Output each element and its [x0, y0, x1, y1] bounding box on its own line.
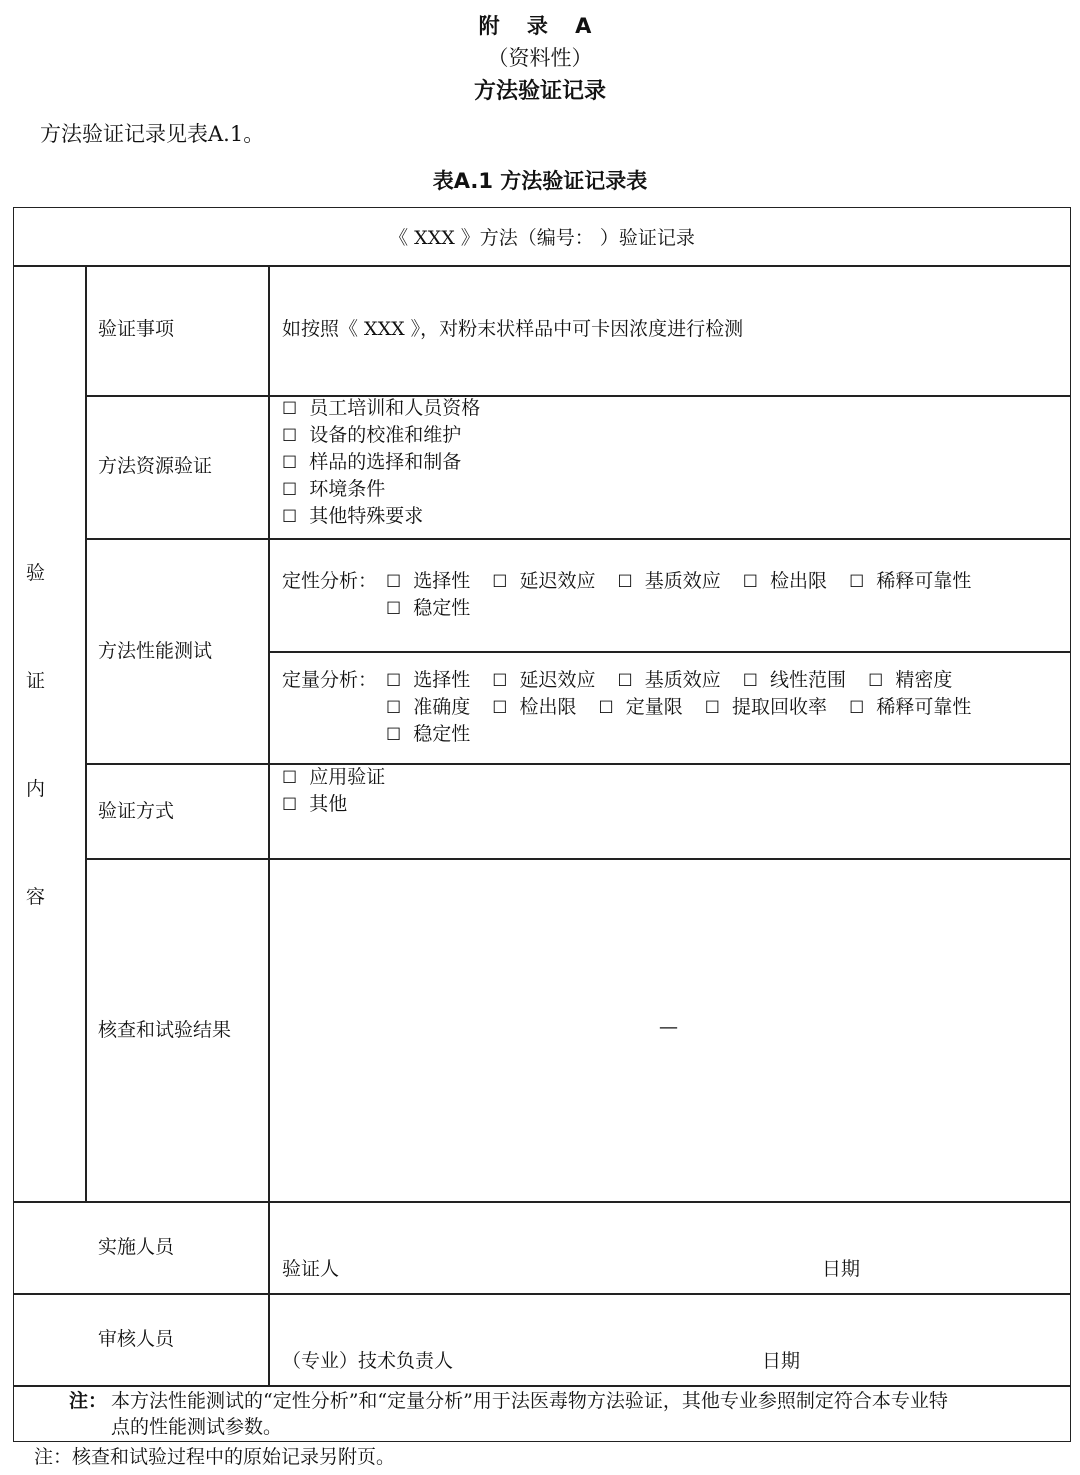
performance-option[interactable]: [618, 568, 721, 596]
verifier-label: 验证人: [282, 1258, 340, 1280]
checkbox-icon[interactable]: ☐: [282, 768, 298, 788]
checkbox-icon[interactable]: ☐: [617, 671, 633, 691]
checkbox-icon[interactable]: ☐: [704, 698, 721, 718]
quantitative-label: 定量分析：: [282, 669, 378, 691]
checkbox-icon[interactable]: ☐: [742, 572, 759, 592]
checkbox-icon[interactable]: ☐: [617, 572, 633, 592]
resource-option[interactable]: [282, 503, 423, 531]
performance-option-label: 基质效应: [644, 669, 721, 691]
method-option-label: 其他: [309, 793, 348, 815]
method-option[interactable]: [282, 764, 385, 792]
performance-option[interactable]: [849, 568, 971, 596]
resource-option-label: 其他特殊要求: [309, 505, 424, 527]
resource-option-label: 环境条件: [309, 478, 386, 500]
performance-option-label: 准确度: [413, 696, 471, 718]
performance-option-label: 检出限: [770, 570, 828, 592]
note-line-2: 点的性能测试参数。: [111, 1416, 283, 1438]
performance-option-label: 检出限: [519, 696, 577, 718]
performance-option-label: 选择性: [413, 669, 471, 691]
checkbox-icon[interactable]: ☐: [386, 698, 402, 718]
checkbox-icon[interactable]: ☐: [492, 572, 508, 592]
checkbox-icon[interactable]: ☐: [282, 426, 298, 446]
vertical-label-char: 内: [26, 778, 46, 800]
performance-option[interactable]: [599, 694, 683, 722]
appendix-title: 方法验证记录: [473, 79, 606, 104]
implementer-label: 实施人员: [98, 1236, 175, 1258]
vertical-label-char: 验: [26, 562, 46, 584]
verification-record-table: [13, 207, 1071, 1442]
footnote: 注：核查和试验过程中的原始记录另附页。: [34, 1446, 396, 1468]
method-resources-label: 方法资源验证: [98, 455, 213, 477]
checkbox-icon[interactable]: ☐: [282, 480, 298, 500]
verification-item-label: 验证事项: [98, 318, 175, 340]
performance-option[interactable]: [492, 694, 576, 722]
qualitative-options-line1: [386, 568, 993, 596]
performance-option[interactable]: [386, 721, 470, 749]
row-divider: [86, 858, 1070, 860]
qualitative-options-line2: [386, 595, 492, 623]
performance-option-label: 稀释可靠性: [876, 696, 972, 718]
table-title-row: 《 XXX 》方法（编号： ）验证记录: [389, 227, 695, 249]
performance-option[interactable]: [386, 667, 470, 695]
results-label: 核查和试验结果: [98, 1019, 232, 1041]
checkbox-icon[interactable]: ☐: [282, 399, 298, 419]
column-divider: [268, 265, 270, 1385]
reviewer-date-label: 日期: [762, 1350, 801, 1372]
performance-test-label: 方法性能测试: [98, 640, 213, 662]
performance-option[interactable]: [386, 568, 470, 596]
performance-option[interactable]: [705, 694, 827, 722]
performance-option-label: 提取回收率: [732, 696, 828, 718]
checkbox-icon[interactable]: ☐: [282, 507, 298, 527]
row-divider: [14, 1201, 1070, 1203]
checkbox-icon[interactable]: ☐: [849, 698, 865, 718]
performance-option-label: 精密度: [895, 669, 953, 691]
row-divider: [14, 1385, 1070, 1387]
row-divider: [14, 1293, 1070, 1295]
resource-option[interactable]: [282, 422, 461, 450]
performance-option[interactable]: [492, 667, 595, 695]
row-divider: [86, 538, 1070, 540]
performance-option-label: 延迟效应: [519, 570, 596, 592]
performance-option[interactable]: [386, 595, 470, 623]
row-divider: [14, 265, 1070, 267]
table-caption: 表A.1 方法验证记录表: [432, 169, 648, 193]
appendix-heading: 附 录 A: [478, 14, 602, 38]
resource-option[interactable]: [282, 395, 480, 423]
vertical-label-char: 容: [26, 886, 46, 908]
checkbox-icon[interactable]: ☐: [282, 453, 298, 473]
performance-option[interactable]: [492, 568, 595, 596]
performance-option-label: 稀释可靠性: [876, 570, 972, 592]
performance-option[interactable]: [868, 667, 952, 695]
checkbox-icon[interactable]: ☐: [849, 572, 865, 592]
checkbox-icon[interactable]: ☐: [742, 671, 759, 691]
checkbox-icon[interactable]: ☐: [282, 795, 298, 815]
checkbox-icon[interactable]: ☐: [598, 698, 614, 718]
results-value: —: [659, 1016, 678, 1038]
qualitative-label: 定性分析：: [282, 570, 378, 592]
resource-option[interactable]: [282, 449, 461, 477]
quantitative-options-line1: [386, 667, 974, 695]
implementer-date-label: 日期: [822, 1258, 861, 1280]
method-option-label: 应用验证: [309, 766, 386, 788]
verification-method-label: 验证方式: [98, 800, 175, 822]
resource-option-label: 设备的校准和维护: [309, 424, 462, 446]
checkbox-icon[interactable]: ☐: [386, 725, 402, 745]
technical-lead-label: （专业）技术负责人: [282, 1350, 454, 1372]
checkbox-icon[interactable]: ☐: [386, 671, 402, 691]
performance-option[interactable]: [849, 694, 971, 722]
quantitative-options-line2: [386, 694, 993, 722]
performance-option-label: 延迟效应: [519, 669, 596, 691]
checkbox-icon[interactable]: ☐: [492, 671, 508, 691]
resource-option[interactable]: [282, 476, 385, 504]
resource-option-label: 员工培训和人员资格: [309, 397, 481, 419]
performance-option[interactable]: [743, 667, 846, 695]
checkbox-icon[interactable]: ☐: [386, 572, 402, 592]
performance-option-label: 定量限: [625, 696, 683, 718]
checkbox-icon[interactable]: ☐: [386, 599, 402, 619]
row-divider: [86, 395, 1070, 397]
resource-option-label: 样品的选择和制备: [309, 451, 462, 473]
intro-text: 方法验证记录见表A.1。: [40, 122, 265, 146]
performance-option-label: 线性范围: [770, 669, 847, 691]
row-divider: [86, 763, 1070, 765]
verification-item-value: 如按照《 XXX 》，对粉末状样品中可卡因浓度进行检测: [282, 318, 744, 340]
performance-option[interactable]: [618, 667, 721, 695]
appendix-nature: （资料性）: [487, 46, 593, 70]
reviewer-label: 审核人员: [98, 1328, 175, 1350]
row-divider: [269, 651, 1070, 653]
performance-option-label: 选择性: [413, 570, 471, 592]
quantitative-options-line3: [386, 721, 492, 749]
performance-option-label: 稳定性: [413, 723, 471, 745]
performance-option[interactable]: [386, 694, 470, 722]
checkbox-icon[interactable]: ☐: [868, 671, 884, 691]
column-divider: [85, 265, 87, 1201]
checkbox-icon[interactable]: ☐: [492, 698, 508, 718]
vertical-label-char: 证: [26, 670, 46, 692]
note-line-1: 本方法性能测试的“定性分析”和“定量分析”用于法医毒物方法验证，其他专业参照制定符合本专业特: [111, 1390, 948, 1412]
method-option[interactable]: [282, 791, 347, 819]
performance-option-label: 稳定性: [413, 597, 471, 619]
note-label: 注：: [69, 1390, 108, 1412]
performance-option-label: 基质效应: [644, 570, 721, 592]
performance-option[interactable]: [743, 568, 827, 596]
